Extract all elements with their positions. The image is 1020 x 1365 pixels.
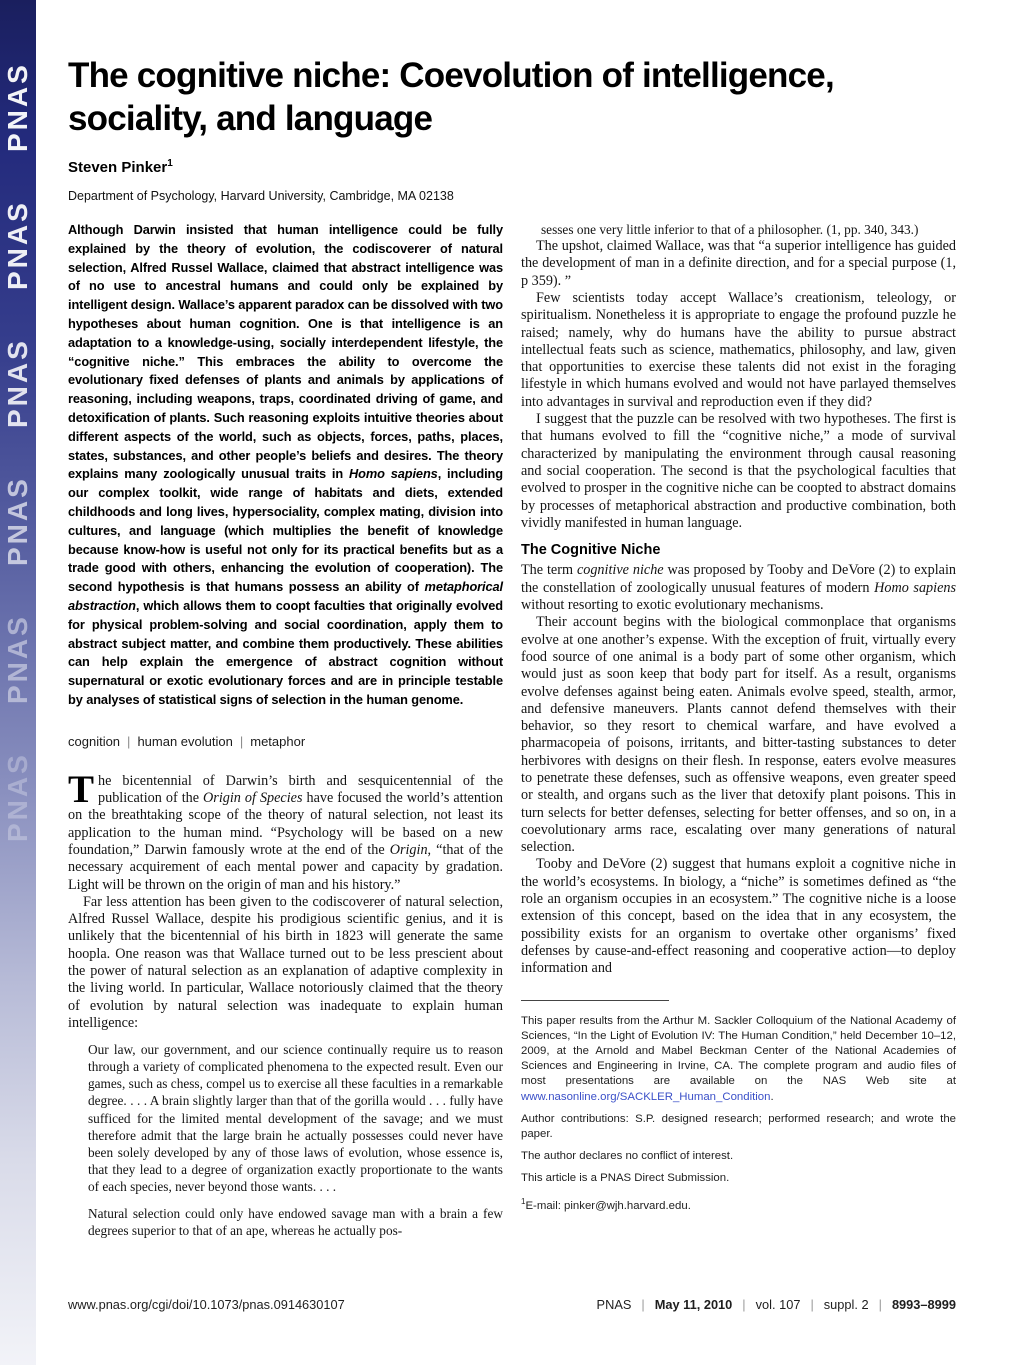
footer-separator: |: [810, 1297, 814, 1312]
pnas-wordmark: PNAS: [2, 62, 33, 152]
footer-separator: |: [641, 1297, 645, 1312]
paragraph: The term cognitive niche was proposed by Tooby and DeVore (2) to explain the constellation of zoologically unusual features of modern Homo sapiens without resorting to exotic evolutionary mechanisms.: [521, 562, 956, 614]
footnote-rule: [521, 1000, 669, 1001]
footer-citation: [597, 1297, 956, 1312]
keyword-separator: |: [239, 733, 244, 749]
keywords: [68, 734, 503, 749]
right-column: [521, 221, 956, 1221]
paragraph: The upshot, claimed Wallace, was that “a superior intelligence has guided the development of man in a definite direction, and for a special purpose (1, p 359). ”: [521, 238, 956, 289]
footer-issue: suppl. 2: [823, 1297, 869, 1312]
body-text-right: [521, 221, 956, 978]
author-line: [68, 158, 956, 176]
footer-pages: 8993–8999: [891, 1297, 956, 1312]
footnote-colloquium: This paper results from the Arthur M. Sackler Colloquium of the National Academy of Sciences, “In the Light of Evolution IV: The Human Condition,” held December 10–12, 2009, at the Arnold and Mabel Beckman Center of the National Academies of Sciences and Engineering in Irvine, CA. The complete program and audio files of most presentations are available on the NAS Web site at www.nasonline.org/SACKLER_Human_Condition.: [521, 1014, 956, 1103]
paragraph: Their account begins with the biological commonplace that organisms evolve at one another’s expense. With the exception of fruit, virtually every food source of one animal is a body part of some other organism, which would just as soon keep that body part for itself. As a result, organisms evolve defenses against being eaten. Animals evolve speed, stealth, armor, and defensive maneuvers. Plants cannot defend themselves with their behavior, so they resort to chemical warfare, and have evolved a pharmacopeia of poisons, irritants, and bitter-tasting substances to deter herbivores with designs on their flesh. In response, eaters evolve measures to penetrate these defenses, such as offensive weapons, even greater speed or stealth, and organs such as the liver that detoxify plant poisons. This in turn selects for better defenses, selecting for better offenses, and so on, in a coevolutionary arms race, escalating over many generations of natural selection.: [521, 614, 956, 856]
nas-website-link[interactable]: www.nasonline.org/SACKLER_Human_Condition: [521, 1090, 771, 1103]
footnote-conflict: The author declares no conflict of interest.: [521, 1150, 734, 1163]
pnas-sidebar: [0, 0, 36, 1365]
keyword: metaphor: [250, 733, 306, 749]
pnas-wordmark: PNAS: [2, 614, 33, 704]
article-title: The cognitive niche: Coevolution of intelligence, sociality, and language: [68, 56, 834, 138]
author-footnote-marker: 1: [167, 158, 173, 169]
keyword-separator: |: [127, 733, 131, 749]
pnas-wordmark: PNAS: [2, 752, 33, 842]
paragraph: I suggest that the puzzle can be resolved with two hypotheses. The first is that humans evolved to fill the “cognitive niche,” a mode of survival characterized by manipulating the environment through causal reasoning and social cooperation. The second is that the psychological faculties that evolved to prosper in the cognitive niche can be coopted to abstract domains by processes of metaphorical abstraction and productive combination, both vividly manifested in human language.: [521, 411, 956, 531]
blockquote: Our law, our government, and our science continually require us to reason through a variety of complicated phenomena to the expected result. Even our games, such as chess, compel us to exercise all these faculties in a remarkable degree. . . . A brain slightly larger than that of the gorilla would . . . fully have sufficed for the limited mental development of the savage; and we must therefore admit that the large brain he actually possesses could never have been solely developed by any of those laws of evolution, whose essence is, that they lead to a degree of organization exactly proportionate to the wants of each species, never beyond those wants. . . .: [88, 1042, 503, 1194]
footer-date: May 11, 2010: [654, 1297, 733, 1312]
author-name: Steven Pinker: [68, 159, 168, 176]
page-footer: [68, 1297, 956, 1312]
footnote-email: $^1$E-mail: pinker@wjh.harvard.edu.: [521, 1196, 691, 1212]
author-affiliation: Department of Psychology, Harvard University, Cambridge, MA 02138: [68, 189, 454, 203]
keyword: cognition: [68, 733, 121, 749]
footnote-contributions: Author contributions: S.P. designed research; performed research; and wrote the paper.: [521, 1112, 956, 1140]
paragraph: The bicentennial of Darwin’s birth and sesquicentennial of the publication of the Origin of Species have focused the world’s attention on the breathtaking scope of the theory of natural selection, not least its application to the human mind. “Psychology will be based on a new foundation,” Darwin famously wrote at the end of the Origin, “that of the necessary acquirement of each mental power and capacity by gradation. Light will be thrown on the origin of man and his history.”: [68, 767, 504, 893]
pnas-wordmark: PNAS: [2, 338, 33, 428]
paragraph: Far less attention has been given to the codiscoverer of natural selection, Alfred Russel Wallace, despite his prodigious scientific genius, and it is unlikely that the bicentennial of his birth in 1823 will generate the same hoopla. One reason was that Wallace turned out to be less prescient about the power of natural selection as an explanation of adaptive complexity in the living world. In particular, Wallace notoriously claimed that the theory of evolution by natural selection was inadequate to explain human intelligence:: [68, 893, 503, 1031]
footnote-submission: This article is a PNAS Direct Submission.: [521, 1172, 730, 1185]
drop-cap: T: [68, 767, 95, 811]
article-content: [68, 0, 956, 1239]
footer-journal: PNAS: [596, 1297, 632, 1312]
left-column: [68, 221, 503, 1239]
footer-volume: vol. 107: [755, 1297, 801, 1312]
blockquote: Natural selection could only have endowed savage man with a brain a few degrees superior to that of an ape, whereas he actually pos-: [88, 1206, 503, 1239]
paragraph: Few scientists today accept Wallace’s creationism, teleology, or spiritualism. Nonetheless it is appropriate to engage the profound puzzle he raised; namely, why do humans have the ability to pursue abstract intellectual feats such as science, mathematics, philosophy, and law, given that opportunities to exercise these talents did not exist in the foraging lifestyle in which humans evolved and would not have parlayed themselves into advantages in survival and reproduction even if they did?: [521, 289, 956, 410]
section-heading: The Cognitive Niche: [521, 542, 661, 559]
pnas-wordmark: PNAS: [2, 476, 33, 566]
footnote-email-marker: 1: [521, 1196, 526, 1206]
keyword: human evolution: [137, 733, 233, 749]
footer-doi: www.pnas.org/cgi/doi/10.1073/pnas.0914630107: [68, 1297, 345, 1312]
paragraph: Tooby and DeVore (2) suggest that humans exploit a cognitive niche in the world’s ecosystems. In biology, a “niche” is sometimes defined as “the role an organism occupies in an ecosystem.” The cognitive niche is a loose extension of this concept, based on the idea that in any ecosystem, the possibility exists for an organism to overtake other organisms’ fixed defenses by cause-and-effect reasoning and cooperative action—to deploy information and: [521, 856, 956, 977]
body-text-left: [68, 767, 504, 1239]
footer-separator: |: [742, 1297, 746, 1312]
blockquote-continuation: sesses one very little inferior to that of a philosopher. (1, pp. 340, 343.): [541, 222, 919, 237]
two-column-layout: [68, 221, 956, 1239]
abstract: Although Darwin insisted that human intelligence could be fully explained by the theory of evolution, the codiscoverer of natural selection, Alfred Russel Wallace, claimed that abstract intelligence was of no use to ancestral humans and could only be explained by intelligent design. Wallace’s apparent paradox can be dissolved with two hypotheses about human cognition. One is that intelligence is an adaptation to a knowledge-using, socially interdependent lifestyle, the “cognitive niche.” This embraces the ability to overcome the evolutionary fixed defenses of plants and animals by applications of reasoning, including weapons, traps, coordinated driving of game, and detoxification of plants. Such reasoning exploits intuitive theories about different aspects of the world, such as objects, forces, paths, places, states, substances, and other people’s beliefs and desires. The theory explains many zoologically unusual traits in Homo sapiens, including our complex toolkit, wide range of habitats and diets, extended childhoods and long lives, hypersociality, complex mating, division into cultures, and language (which multiplies the benefit of knowledge because know-how is useful not only for its practical benefits but as a trade good with others, enhancing the evolution of cooperation). The second hypothesis is that humans possess an ability of metaphorical abstraction, which allows them to coopt faculties that originally evolved for physical problem-solving and social coordination, apply them to abstract subject matter, and combine them productively. These abilities can help explain the emergence of abstract cognition without supernatural or exotic evolutionary forces and are in principle testable by analyses of statistical signs of selection in the human genome.: [68, 222, 503, 707]
pnas-wordmark: PNAS: [2, 200, 33, 290]
footnotes: [521, 1000, 956, 1214]
footer-separator: |: [878, 1297, 882, 1312]
